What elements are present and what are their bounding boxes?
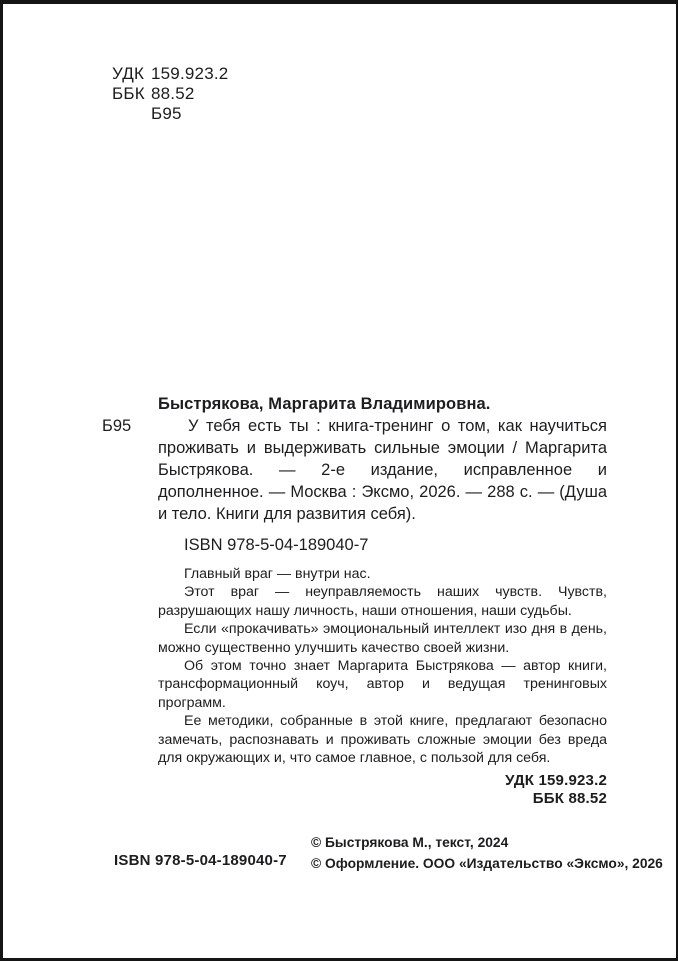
bibliographic-record: У тебя есть ты : книга-тренинг о том, как научиться проживать и выдерживать сильные эмоции / Маргарита Быстрякова. — 2-е издание, исправленное и дополненное. — Москва : Эксмо, 2026. — 288 с. — (Душа и тело. Книги для развития себя). xyxy=(158,417,607,523)
annotation-paragraph: Этот враг — неуправляемость наших чувств. Чувств, разрушающих нашу личность, наши отношения, наши судьбы. xyxy=(158,584,607,619)
classification-block xyxy=(112,64,228,124)
footer-isbn: ISBN 978-5-04-189040-7 xyxy=(114,852,287,869)
author-sign: Б95 xyxy=(151,104,182,123)
codes-right-block xyxy=(102,772,607,807)
book-imprint-page xyxy=(3,4,676,958)
udk-right: УДК 159.923.2 xyxy=(505,772,607,790)
author-heading: Быстрякова, Маргарита Владимировна. xyxy=(158,395,491,413)
author-sign-spacer xyxy=(112,104,151,124)
record-wrap xyxy=(102,415,607,525)
bibliographic-block xyxy=(102,393,607,807)
imprint-footer xyxy=(3,833,676,877)
annotation-paragraph: Главный враг — внутри нас. xyxy=(184,566,371,582)
udk-value: 159.923.2 xyxy=(151,64,229,83)
author-sign-row xyxy=(112,104,228,124)
annotation-paragraph: Ее методики, собранные в этой книге, предлагают безопасно замечать, распознавать и проживать сложные эмоции без вреда для окружающих и, что самое главное, с пользой для себя. xyxy=(158,713,607,767)
udk-label: УДК xyxy=(112,64,145,83)
annotation-block xyxy=(158,565,607,767)
annotation-paragraph: Об этом точно знает Маргарита Быстрякова — автор книги, трансформационный коуч, автор и ведущая тренинговых программ. xyxy=(158,658,607,711)
copyright-text-line: © Быстрякова М., текст, 2024 xyxy=(311,835,509,850)
udk-row xyxy=(112,64,228,84)
entry-code: Б95 xyxy=(102,417,132,435)
bbk-value: 88.52 xyxy=(151,84,195,103)
isbn-line: ISBN 978-5-04-189040-7 xyxy=(184,536,369,554)
copyright-design-line: © Оформление. ООО «Издательство «Эксмо», 2026 xyxy=(311,855,663,871)
bbk-row xyxy=(112,84,228,104)
bbk-right: ББК 88.52 xyxy=(532,789,607,807)
annotation-paragraph: Если «прокачивать» эмоциональный интеллект изо дня в день, можно существенно улучшить качество своей жизни. xyxy=(158,621,607,656)
copyright-block xyxy=(311,833,663,874)
bbk-label: ББК xyxy=(112,84,145,103)
